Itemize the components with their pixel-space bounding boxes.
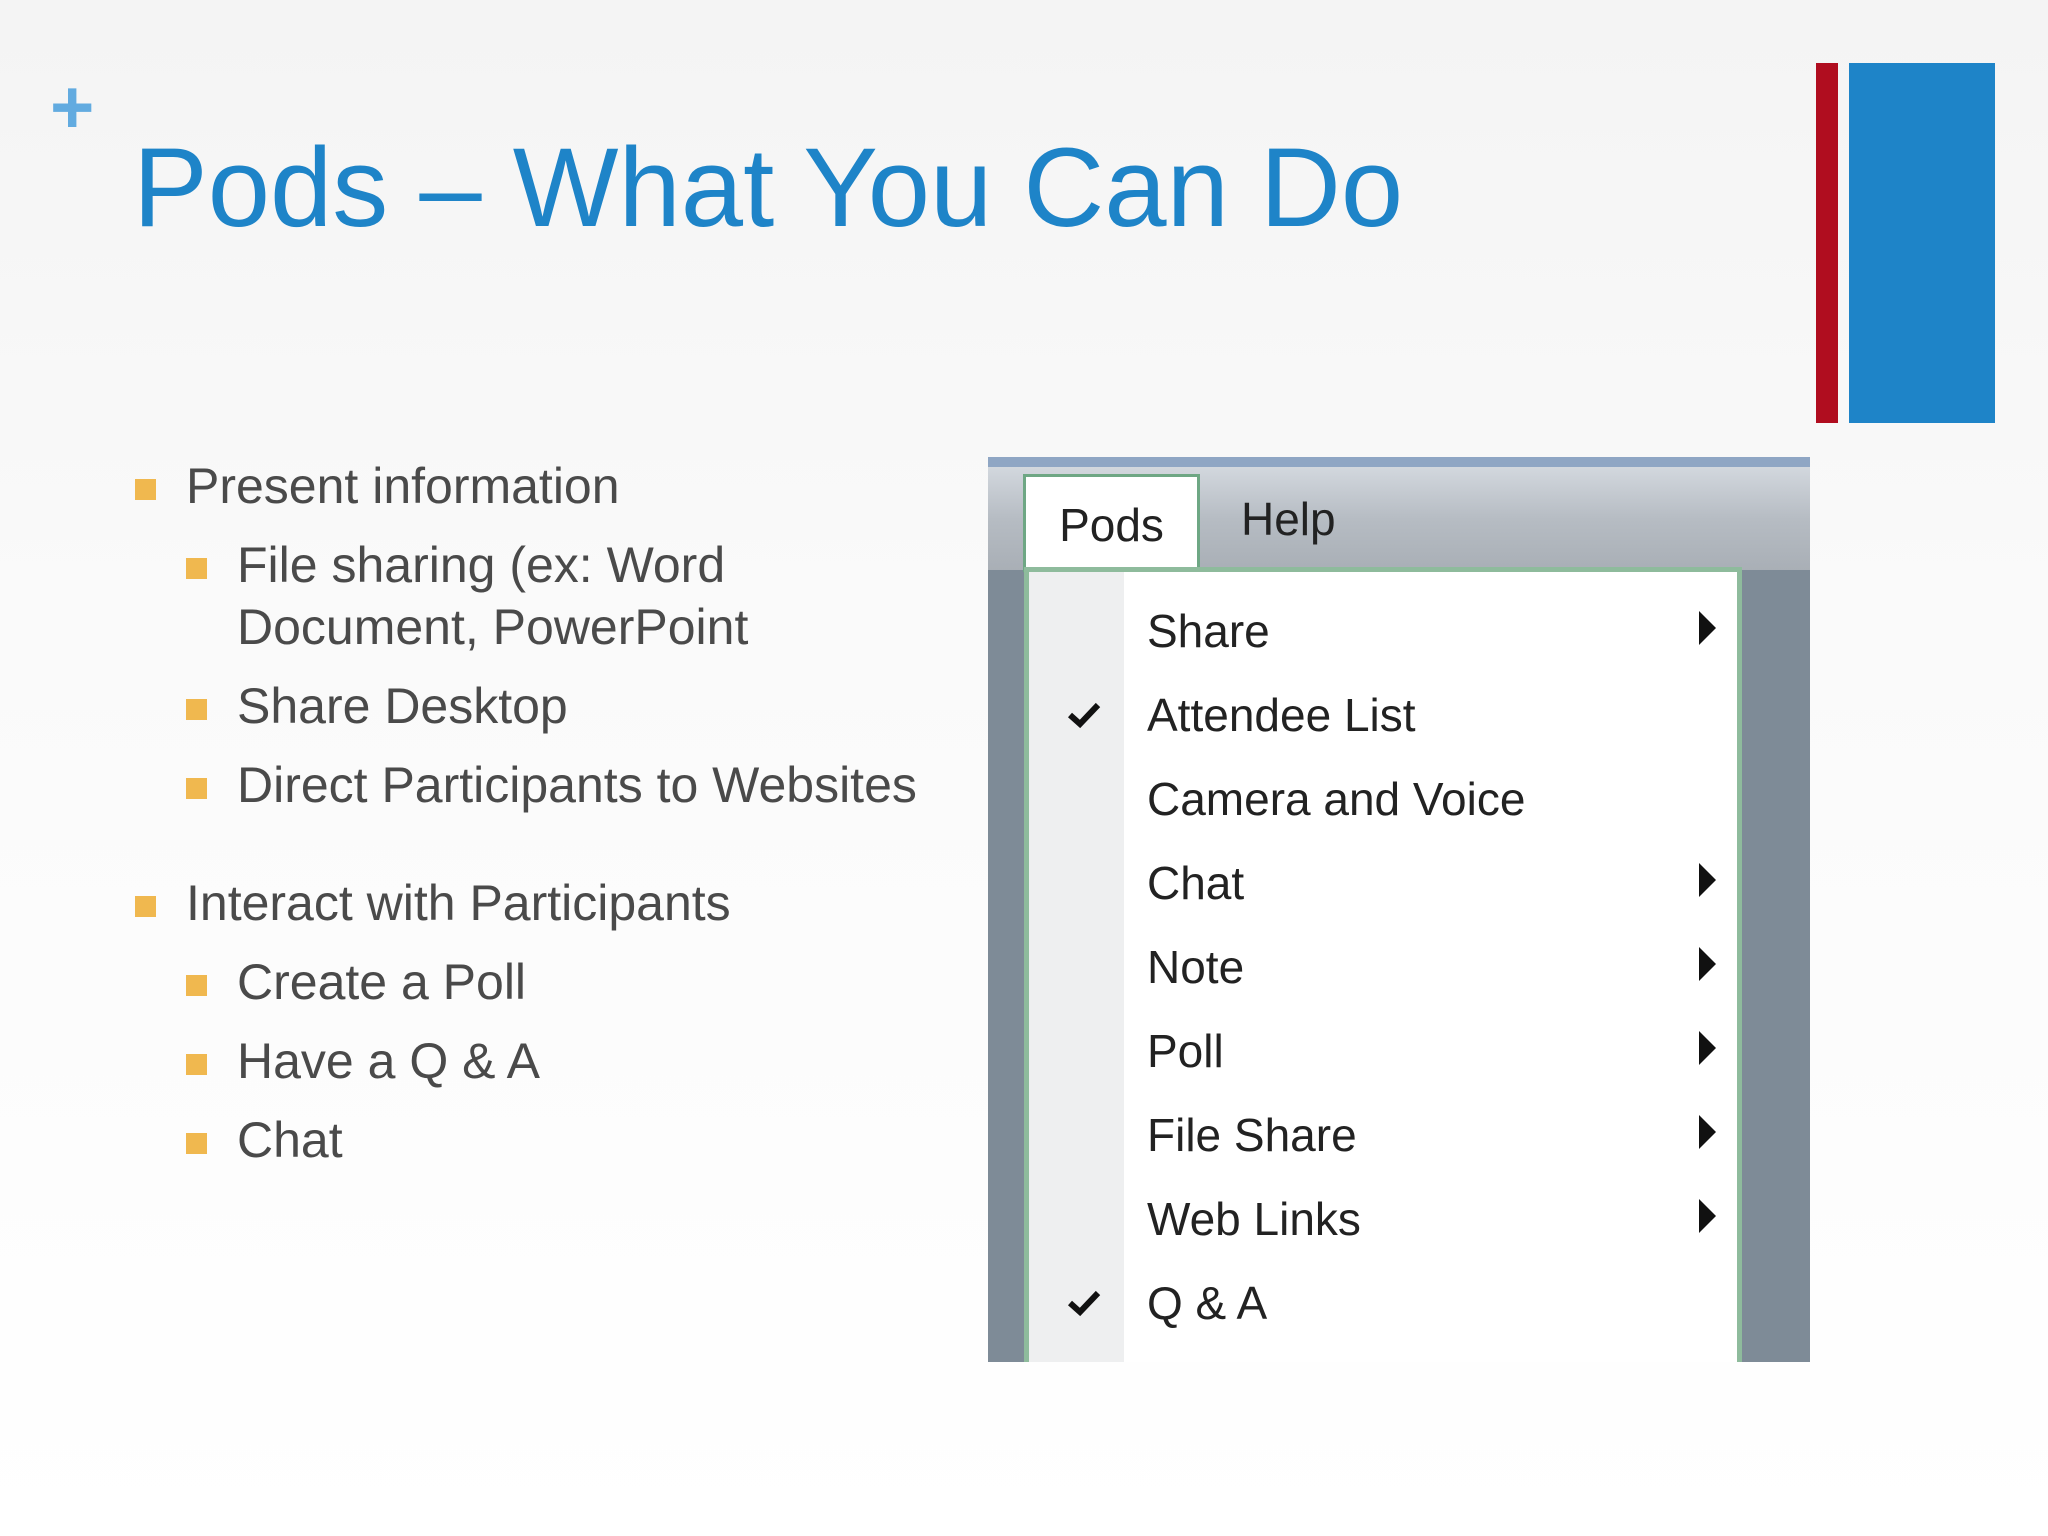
menu-item-file-share[interactable] bbox=[1029, 1093, 1737, 1177]
plus-icon: + bbox=[50, 65, 95, 150]
sub-bullet-qa bbox=[135, 1030, 955, 1092]
bullet-label: Interact with Participants bbox=[186, 875, 731, 931]
accent-bar-red bbox=[1816, 63, 1838, 423]
bullet-square-icon bbox=[186, 1054, 207, 1075]
sub-bullet-direct-participants bbox=[135, 754, 955, 816]
bullet-present-information bbox=[135, 455, 955, 517]
menu-item-label: Q & A bbox=[1147, 1277, 1268, 1329]
bullet-label: Present information bbox=[186, 458, 620, 514]
sub-bullet-create-poll bbox=[135, 951, 955, 1013]
sub-bullet-share-desktop bbox=[135, 675, 955, 737]
check-icon bbox=[1067, 1289, 1101, 1317]
pods-menu-screenshot bbox=[988, 457, 1810, 1362]
bullet-label: Have a Q & A bbox=[237, 1033, 540, 1089]
bullet-square-icon bbox=[135, 896, 156, 917]
sub-bullet-chat bbox=[135, 1109, 955, 1171]
bullet-label: Direct Participants to Websites bbox=[237, 757, 917, 813]
menu-item-label: Attendee List bbox=[1147, 689, 1416, 741]
menu-item-label: Camera and Voice bbox=[1147, 773, 1526, 825]
bullet-square-icon bbox=[186, 1133, 207, 1154]
submenu-arrow-icon bbox=[1699, 947, 1716, 981]
bullet-square-icon bbox=[186, 975, 207, 996]
bullet-list bbox=[135, 455, 955, 1171]
menu-tab-help[interactable]: Help bbox=[1241, 493, 1336, 545]
bullet-label: Create a Poll bbox=[237, 954, 527, 1010]
bullet-label: Share Desktop bbox=[237, 678, 568, 734]
menu-item-poll[interactable] bbox=[1029, 1009, 1737, 1093]
submenu-arrow-icon bbox=[1699, 611, 1716, 645]
menu-bar bbox=[988, 457, 1810, 570]
bullet-square-icon bbox=[135, 479, 156, 500]
menu-item-q-a[interactable] bbox=[1029, 1261, 1737, 1345]
accent-bar-blue bbox=[1849, 63, 1995, 423]
menu-item-note[interactable] bbox=[1029, 925, 1737, 1009]
menu-item-chat[interactable] bbox=[1029, 841, 1737, 925]
menu-item-label: Web Links bbox=[1147, 1193, 1361, 1245]
submenu-arrow-icon bbox=[1699, 1031, 1716, 1065]
submenu-arrow-icon bbox=[1699, 1115, 1716, 1149]
bullet-square-icon bbox=[186, 778, 207, 799]
menu-item-label: Note bbox=[1147, 941, 1245, 993]
menu-item-attendee-list[interactable] bbox=[1029, 673, 1737, 757]
pods-dropdown-menu bbox=[1024, 567, 1742, 1362]
menu-item-label: Share bbox=[1147, 605, 1270, 657]
bullet-square-icon bbox=[186, 558, 207, 579]
check-icon bbox=[1067, 701, 1101, 729]
bullet-label: File sharing (ex: Word Document, PowerPoint bbox=[237, 537, 749, 655]
bullet-square-icon bbox=[186, 699, 207, 720]
bullet-label: Chat bbox=[237, 1112, 343, 1168]
menu-item-label: File Share bbox=[1147, 1109, 1357, 1161]
submenu-arrow-icon bbox=[1699, 863, 1716, 897]
slide-title: Pods – What You Can Do bbox=[133, 125, 1404, 250]
menu-item-share[interactable] bbox=[1029, 589, 1737, 673]
submenu-arrow-icon bbox=[1699, 1199, 1716, 1233]
menu-item-label: Chat bbox=[1147, 857, 1245, 909]
menu-item-label: Poll bbox=[1147, 1025, 1224, 1077]
menu-item-web-links[interactable] bbox=[1029, 1177, 1737, 1261]
bullet-interact-participants bbox=[135, 872, 955, 934]
menu-tab-pods[interactable]: Pods bbox=[1023, 474, 1200, 572]
menu-item-camera-and-voice[interactable] bbox=[1029, 757, 1737, 841]
sub-bullet-file-sharing bbox=[135, 534, 955, 658]
